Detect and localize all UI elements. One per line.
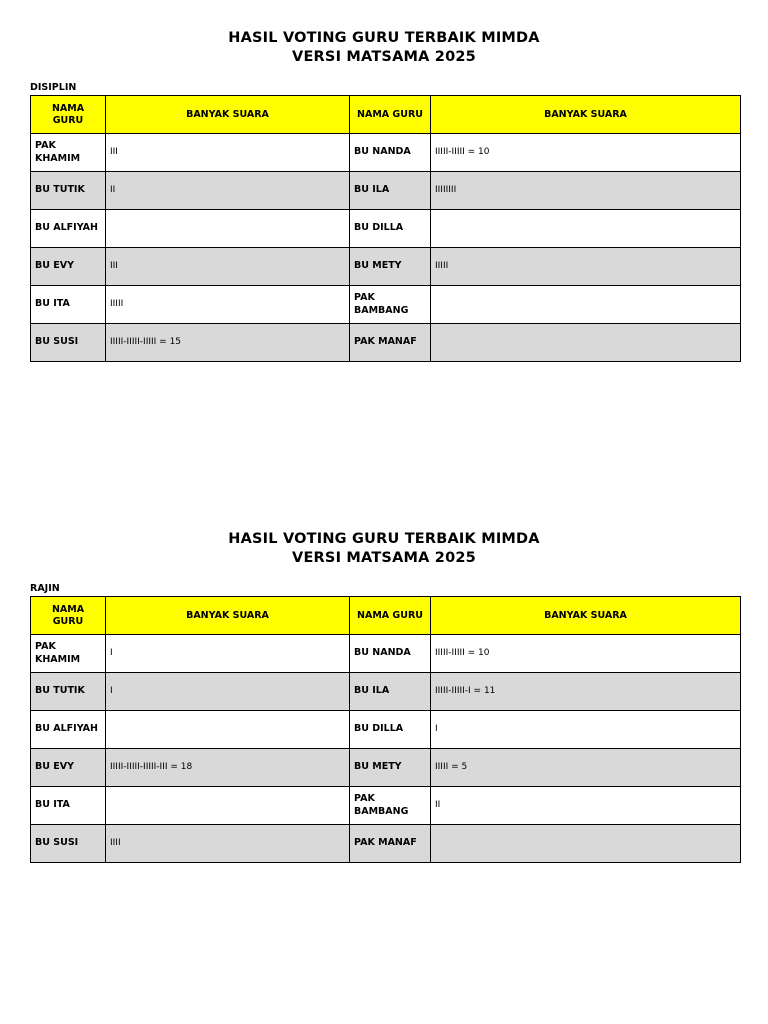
- vote-tally: III: [106, 248, 350, 286]
- teacher-name: BU SUSI: [31, 324, 106, 362]
- teacher-name: BU NANDA: [350, 635, 431, 673]
- teacher-name: PAK MANAF: [350, 825, 431, 863]
- teacher-name: PAK KHAMIM: [31, 134, 106, 172]
- vote-tally: IIIII: [106, 286, 350, 324]
- table-row: [31, 134, 741, 172]
- page-title: [0, 530, 768, 568]
- vote-tally: IIIII-IIIII-I = 11: [431, 673, 741, 711]
- vote-tally: IIIII-IIIII = 10: [431, 134, 741, 172]
- category-label: DISIPLIN: [30, 82, 77, 93]
- table-row: [31, 635, 741, 673]
- teacher-name: BU TUTIK: [31, 172, 106, 210]
- votes-table: [30, 596, 741, 863]
- category-label: RAJIN: [30, 583, 60, 594]
- vote-tally: [106, 210, 350, 248]
- header-banyak-suara: BANYAK SUARA: [106, 96, 350, 134]
- title-line-2: VERSI MATSAMA 2025: [292, 550, 476, 566]
- table-header-row: [31, 597, 741, 635]
- teacher-name: BU SUSI: [31, 825, 106, 863]
- teacher-name: BU EVY: [31, 749, 106, 787]
- vote-tally: IIIIIIII: [431, 172, 741, 210]
- table-row: [31, 787, 741, 825]
- teacher-name: PAK MANAF: [350, 324, 431, 362]
- vote-tally: II: [431, 787, 741, 825]
- vote-tally: I: [431, 711, 741, 749]
- teacher-name: BU ALFIYAH: [31, 711, 106, 749]
- teacher-name: BU ITA: [31, 286, 106, 324]
- vote-tally: [431, 286, 741, 324]
- vote-tally: [431, 324, 741, 362]
- teacher-name: BU EVY: [31, 248, 106, 286]
- teacher-name: BU ITA: [31, 787, 106, 825]
- table-row: [31, 210, 741, 248]
- table-row: [31, 825, 741, 863]
- vote-tally: [106, 711, 350, 749]
- vote-tally: I: [106, 673, 350, 711]
- vote-tally: [431, 210, 741, 248]
- teacher-name: BU TUTIK: [31, 673, 106, 711]
- teacher-name: PAK BAMBANG: [350, 787, 431, 825]
- header-nama-guru: NAMA GURU: [31, 597, 106, 635]
- vote-tally: IIIII = 5: [431, 749, 741, 787]
- teacher-name: PAK BAMBANG: [350, 286, 431, 324]
- table-row: [31, 324, 741, 362]
- vote-tally: III: [106, 134, 350, 172]
- table-row: [31, 172, 741, 210]
- table-row: [31, 749, 741, 787]
- table-row: [31, 286, 741, 324]
- vote-tally: IIIII-IIIII = 10: [431, 635, 741, 673]
- votes-table: [30, 95, 741, 362]
- table-row: [31, 673, 741, 711]
- table-row: [31, 248, 741, 286]
- teacher-name: BU DILLA: [350, 711, 431, 749]
- teacher-name: BU ILA: [350, 673, 431, 711]
- teacher-name: BU NANDA: [350, 134, 431, 172]
- header-nama-guru: NAMA GURU: [350, 96, 431, 134]
- teacher-name: BU ILA: [350, 172, 431, 210]
- header-nama-guru: NAMA GURU: [31, 96, 106, 134]
- title-line-1: HASIL VOTING GURU TERBAIK MIMDA: [228, 30, 540, 46]
- vote-tally: II: [106, 172, 350, 210]
- vote-tally: IIIII: [431, 248, 741, 286]
- header-banyak-suara: BANYAK SUARA: [431, 597, 741, 635]
- vote-tally: IIII: [106, 825, 350, 863]
- vote-tally: [431, 825, 741, 863]
- header-nama-guru: NAMA GURU: [350, 597, 431, 635]
- teacher-name: PAK KHAMIM: [31, 635, 106, 673]
- header-banyak-suara: BANYAK SUARA: [106, 597, 350, 635]
- teacher-name: BU DILLA: [350, 210, 431, 248]
- teacher-name: BU METY: [350, 248, 431, 286]
- vote-tally: I: [106, 635, 350, 673]
- vote-tally: IIIII-IIIII-IIIII-III = 18: [106, 749, 350, 787]
- title-line-1: HASIL VOTING GURU TERBAIK MIMDA: [228, 531, 540, 547]
- vote-tally: IIIII-IIIII-IIIII = 15: [106, 324, 350, 362]
- teacher-name: BU ALFIYAH: [31, 210, 106, 248]
- teacher-name: BU METY: [350, 749, 431, 787]
- page-title: [0, 29, 768, 67]
- title-line-2: VERSI MATSAMA 2025: [292, 49, 476, 65]
- header-banyak-suara: BANYAK SUARA: [431, 96, 741, 134]
- table-header-row: [31, 96, 741, 134]
- table-row: [31, 711, 741, 749]
- vote-tally: [106, 787, 350, 825]
